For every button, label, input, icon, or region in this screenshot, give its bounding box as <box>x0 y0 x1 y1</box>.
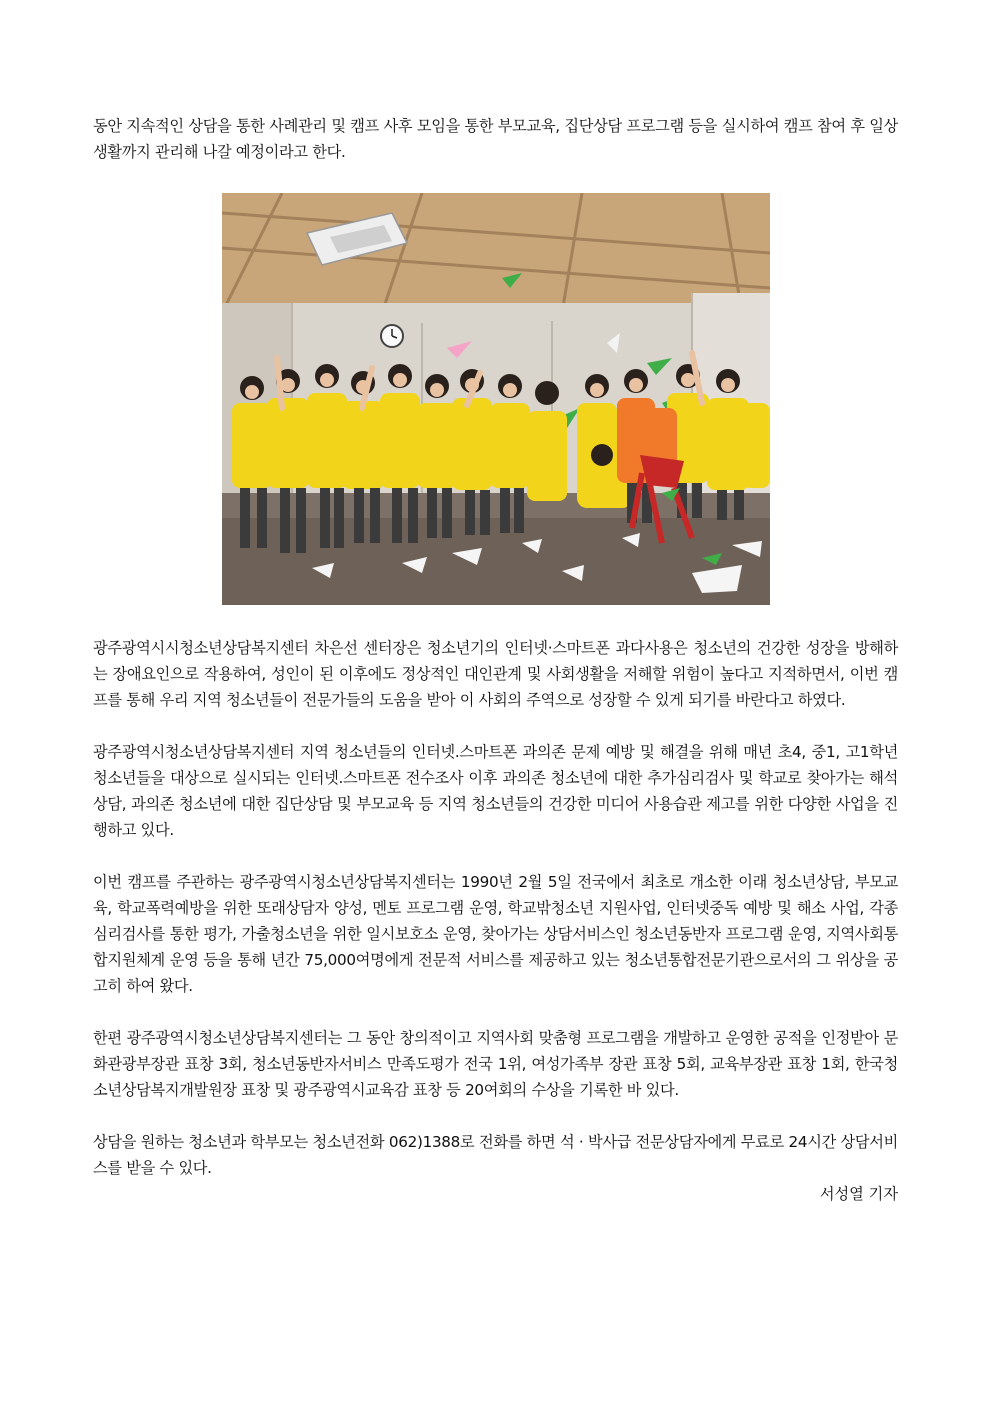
camp-photo <box>222 193 770 605</box>
wall-clock <box>381 325 403 347</box>
paragraph-contact: 상담을 원하는 청소년과 학부모는 청소년전화 062)1388로 전화를 하면 석 · 박사급 전문상담자에게 무료로 24시간 상담서비스를 받을 수 있다. <box>93 1133 898 1177</box>
paragraph-awards: 한편 광주광역시청소년상담복지센터는 그 동안 창의적이고 지역사회 맞춤형 프로그램을 개발하고 운영한 공적을 인정받아 문화관광부장관 표창 3회, 청소년동반자서비스 만족도평가 전국 1위, 여성가족부 장관 표창 5회, 교육부장관 표창 1회, 한국청소년상담복지개발원장 표창 및 광주광역시교육감 표창 등 20여회의 수상을 기록한 바 있다. <box>93 1029 898 1099</box>
paragraph-intro: 동안 지속적인 상담을 통한 사례관리 및 캠프 사후 모임을 통한 부모교육, 집단상담 프로그램 등을 실시하여 캠프 참여 후 일상생활까지 관리해 나갈 예정이라고 한다. <box>93 117 898 161</box>
camp-photo-illustration <box>222 193 770 605</box>
reporter-byline: 서성열 기자 <box>819 1185 898 1203</box>
paragraph-programs: 광주광역시청소년상담복지센터 지역 청소년들의 인터넷.스마트폰 과의존 문제 예방 및 해결을 위해 매년 초4, 중1, 고1학년 청소년들을 대상으로 실시되는 인터넷.스마트폰 전수조사 이후 과의존 청소년에 대한 추가심리검사 및 학교로 찾아가는 해석상담, 과의존 청소년에 대한 집단상담 및 부모교육 등 지역 청소년들의 건강한 미디어 사용습관 제고를 위한 다양한 사업을 진행하고 있다. <box>93 743 898 839</box>
paragraph-director: 광주광역시시청소년상담복지센터 차은선 센터장은 청소년기의 인터넷·스마트폰 과다사용은 청소년의 건강한 성장을 방해하는 장애요인으로 작용하여, 성인이 된 이후에도 정상적인 대인관계 및 사회생활을 저해할 위험이 높다고 지적하면서, 이번 캠프를 통해 우리 지역 청소년들이 전문가들의 도움을 받아 이 사회의 주역으로 성장할 수 있게 되기를 바란다고 하였다. <box>93 639 898 709</box>
article-body <box>93 113 898 1207</box>
paragraph-history: 이번 캠프를 주관하는 광주광역시청소년상담복지센터는 1990년 2월 5일 전국에서 최초로 개소한 이래 청소년상담, 부모교육, 학교폭력예방을 위한 또래상담자 양성, 멘토 프로그램 운영, 학교밖청소년 지원사업, 인터넷중독 예방 및 해소 사업, 각종 심리검사를 통한 평가, 가출청소년을 위한 일시보호소 운영, 찾아가는 상담서비스인 청소년동반자 프로그램 운영, 지역사회통합지원체계 운영 등을 통해 년간 75,000여명에게 전문적 서비스를 제공하고 있는 청소년통합전문기관으로서의 그 위상을 공고히 하여 왔다. <box>93 873 898 995</box>
